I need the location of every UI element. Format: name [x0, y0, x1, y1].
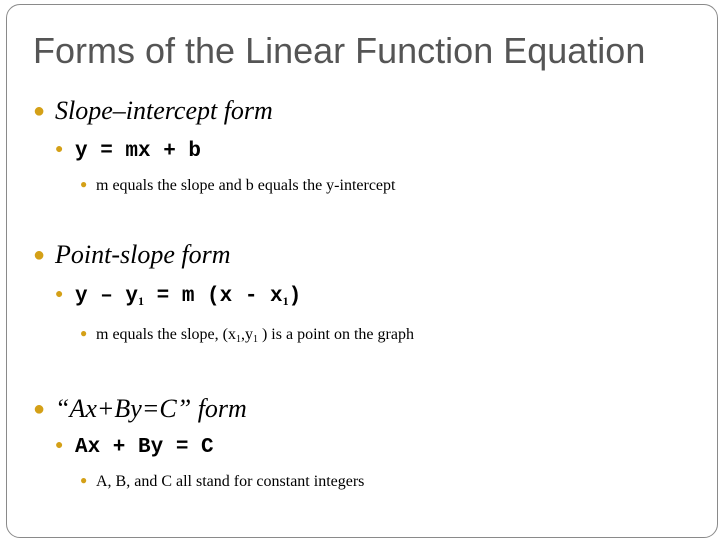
standard-form-equation: ● Ax + By = C	[55, 436, 214, 459]
section-standard-form-heading: ● “Ax+By=C” form	[33, 394, 247, 423]
bullet-icon: ●	[80, 177, 88, 191]
bullet-icon: ●	[33, 398, 46, 420]
bullet-icon: ●	[55, 142, 64, 158]
point-slope-note: ● m equals the slope, ($x_1,y_1$ ) is a point on the graph	[80, 326, 414, 345]
standard-form-note: ● A, B, and C all stand for constant integers	[80, 473, 365, 490]
bullet-icon: ●	[80, 326, 88, 340]
slope-intercept-equation: ● y = mx + b	[55, 140, 202, 163]
slope-intercept-note: ● m equals the slope and b equals the y-intercept	[80, 177, 396, 194]
point-slope-equation: ● $y - y_1 = m$ $(x - x_1)$	[55, 285, 302, 308]
bullet-icon: ●	[55, 287, 64, 303]
slide-title: Forms of the Linear Function Equation	[33, 30, 646, 71]
bullet-icon: ●	[80, 473, 88, 487]
section-slope-intercept-heading: ● Slope–intercept form	[33, 96, 273, 125]
bullet-icon: ●	[33, 100, 46, 122]
section-point-slope-heading: ● Point-slope form	[33, 240, 231, 269]
bullet-icon: ●	[33, 244, 46, 266]
bullet-icon: ●	[55, 438, 64, 454]
